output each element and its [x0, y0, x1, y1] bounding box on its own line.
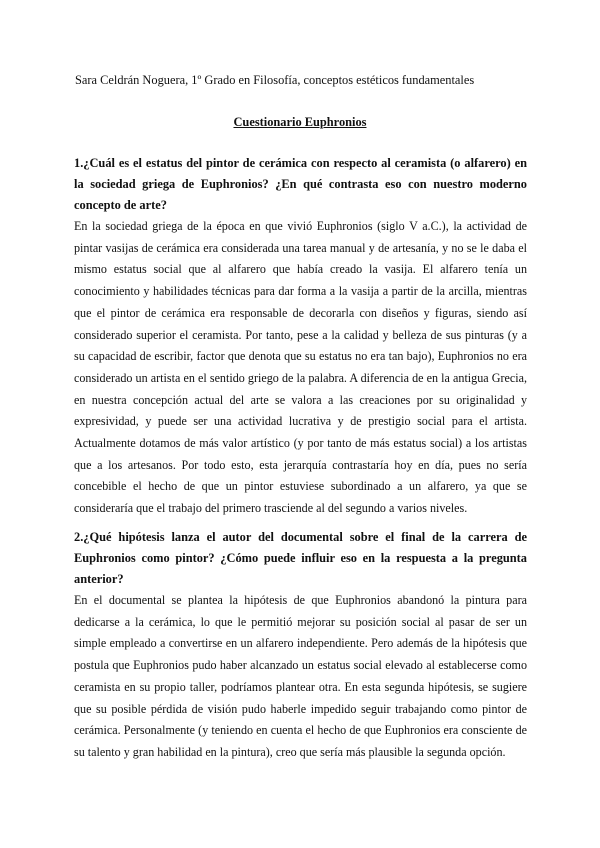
question-section-1 [74, 153, 527, 520]
question-section-2 [74, 527, 527, 764]
question-2: 2.¿Qué hipótesis lanza el autor del documental sobre el final de la carrera de Euphronios como pintor? ¿Cómo puede influir eso en la respuesta a la pregunta anterior? [74, 530, 527, 586]
answer-2: En el documental se plantea la hipótesis de que Euphronios abandonó la pintura para dedicarse a la cerámica, lo que le permitió mejorar su posición social al pasar de ser un simple empleado a convertirse en un alfarero independiente. Pero además de la hipótesis que postula que Euphronios pudo haber alcanzado un estatus social elevado al establecerse como ceramista en su propio taller, podríamos plantear otra. En esta segunda hipótesis, se sugiere que su posible pérdida de visión pudo haberle impedido seguir trabajando como pintor de cerámica. Personalmente (y teniendo en cuenta el hecho de que Euphronios era consciente de su talento y gran habilidad en la pintura), creo que sería más plausible la segunda opción. [74, 593, 527, 759]
answer-1: En la sociedad griega de la época en que vivió Euphronios (siglo V a.C.), la actividad de pintar vasijas de cerámica era considerada una tarea manual y de artesanía, y no se le daba el mismo estatus social que al alfarero que había creado la vasija. El alfarero tenía un conocimiento y habilidades técnicas para dar forma a la vasija a partir de la arcilla, mientras que el pintor de cerámica era responsable de decorarla con diseños y figuras, siendo así considerado superior el ceramista. Por tanto, pese a la calidad y belleza de sus pinturas (y a su capacidad de escribir, factor que denota que su estatus no era tan bajo), Euphronios no era considerado un artista en el sentido griego de la palabra. A diferencia de en la antigua Grecia, en nuestra concepción actual del arte se valora a las creaciones por su originalidad y expresividad, y puede ser una actividad lucrativa y de prestigio social para el artista. Actualmente dotamos de más valor artístico (y por tanto de más estatus social) a los artistas que a los artesanos. Por todo esto, esta jerarquía contrastaría hoy en día, pues no sería concebible el hecho de que un pintor estuviese subordinado a un alfarero, ya que se consideraría que el trabajo del primero trasciende al del segundo a varios niveles. [74, 219, 527, 516]
document-header: Sara Celdrán Noguera, 1º Grado en Filosofía, conceptos estéticos fundamentales [75, 73, 475, 87]
document-title: Cuestionario Euphronios [233, 115, 367, 129]
question-1: 1.¿Cuál es el estatus del pintor de cerámica con respecto al ceramista (o alfarero) en la sociedad griega de Euphronios? ¿En qué contrasta eso con nuestro moderno concepto de arte? [74, 156, 527, 212]
